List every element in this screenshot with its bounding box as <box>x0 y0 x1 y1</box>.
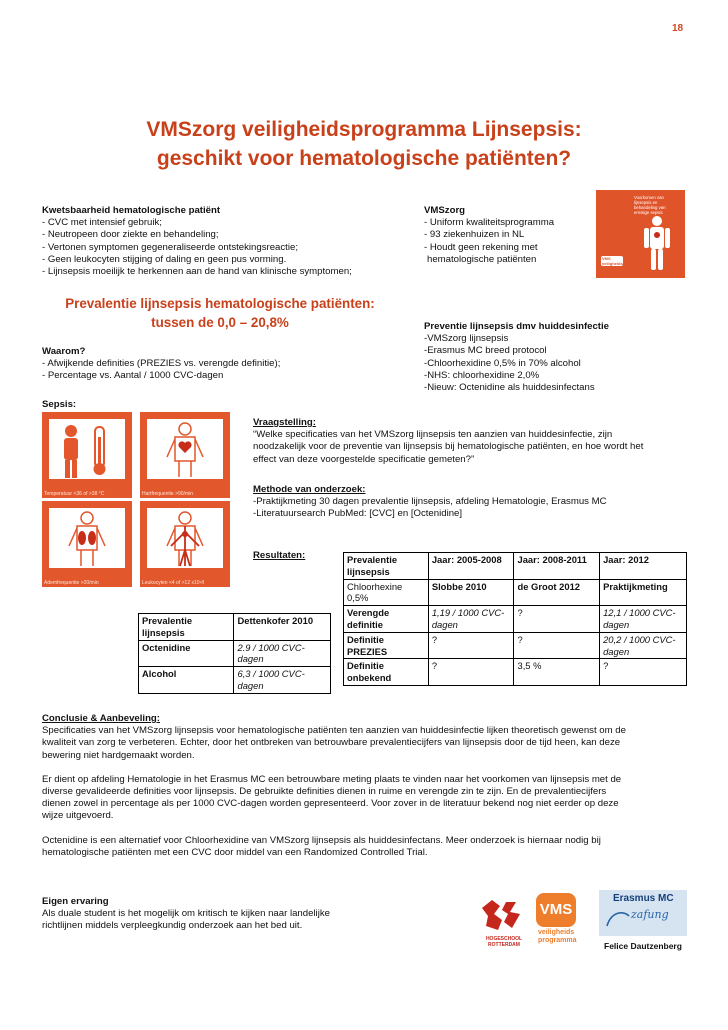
results-table <box>343 552 687 686</box>
list-item: - CVC met intensief gebruik; <box>42 217 162 229</box>
table-row <box>139 614 331 641</box>
thermometer-icon <box>49 419 125 479</box>
table-cell: Dettenkofer 2010 <box>234 614 331 641</box>
title-line-2: geschikt voor hematologische patiënten? <box>156 147 572 170</box>
vraagstelling-section <box>253 417 643 466</box>
vraagstelling-heading: Vraagstelling: <box>253 417 316 428</box>
table-cell: ? <box>514 632 600 659</box>
table-cell: Definitie PREZIES <box>344 632 429 659</box>
table-cell: Prevalentie lijnsepsis <box>139 614 234 641</box>
table-cell: de Groot 2012 <box>514 579 600 606</box>
book-title: Voorkomen van lijnsepsis en behandeling van ernstige sepsis <box>634 195 666 215</box>
text-line: Er dient op afdeling Hematologie in het Erasmus MC een betrouwbare meting plaats te vinden naar het voorkomen van lijnsepsis met de <box>42 773 622 785</box>
list-item: -NHS: chloorhexidine 2,0% <box>424 369 540 381</box>
list-item: - Houdt geen rekening met <box>424 241 538 253</box>
erasmus-mc-logo <box>599 890 687 936</box>
vms-logo <box>536 893 594 951</box>
dettenkofer-table <box>138 613 331 694</box>
vmszorg-heading: VMSzorg <box>424 205 466 216</box>
table-cell: Alcohol <box>139 667 234 694</box>
table-row <box>344 632 687 659</box>
text-line: effect van deze voorgestelde specificatie gemeten?” <box>253 453 475 465</box>
list-item: hematologische patiënten <box>427 253 537 265</box>
sepsis-heading: Sepsis: <box>42 399 77 410</box>
figure-caption: Leukocyten <4 of >12 x10⁹/l <box>142 580 205 586</box>
hogeschool-rotterdam-logo <box>478 896 530 950</box>
list-item: -VMSzorg lijnsepsis <box>424 333 509 345</box>
text-line: -Literatuursearch PubMed: [CVC] en [Octenidine] <box>253 508 463 520</box>
vmszorg-section <box>424 205 554 266</box>
kwetsbaarheid-section <box>42 205 352 278</box>
body-figure-icon <box>640 214 674 272</box>
table-cell: 12,1 / 1000 CVC-dagen <box>600 606 687 633</box>
prevalentie-headline <box>40 294 400 332</box>
table-row <box>344 553 687 580</box>
table-cell: 20,2 / 1000 CVC-dagen <box>600 632 687 659</box>
waarom-heading: Waarom? <box>42 346 86 357</box>
methode-heading: Methode van onderzoek: <box>253 484 366 495</box>
table-row <box>139 667 331 694</box>
hogeschool-line-2: ROTTERDAM <box>488 942 520 949</box>
sepsis-figure-heart <box>140 412 230 498</box>
table-cell: 3,5 % <box>514 659 600 686</box>
list-item: - Afwijkende definities (PREZIES vs. verengde definitie); <box>42 358 281 370</box>
erasmus-logo-text: Erasmus MC <box>613 893 674 904</box>
text-line: Als duale student is het mogelijk om kritisch te kijken naar landelijke <box>42 908 330 920</box>
table-cell: 2.9 / 1000 CVC-dagen <box>234 640 331 667</box>
figure-caption: Temperatuur <36 of >38 °C <box>44 491 105 497</box>
table-cell: Chloorhexine 0,5% <box>344 579 429 606</box>
paragraph <box>42 774 692 823</box>
page-number: 18 <box>672 23 684 34</box>
list-item: - Lijnsepsis moeilijk te herkennen aan de hand van klinische symptomen; <box>42 266 352 278</box>
table-cell: 1,19 / 1000 CVC-dagen <box>428 606 514 633</box>
paragraph <box>42 725 692 762</box>
conclusie-heading: Conclusie & Aanbeveling: <box>42 713 160 724</box>
table-cell: Octenidine <box>139 640 234 667</box>
vms-book-cover <box>596 190 685 278</box>
hogeschool-logo-icon <box>478 896 530 932</box>
text-line: kwaliteit van zorg te verbeteren. Echter, door het ontbreken van betrouwbare prevalentiecijfers van lijnsepsis door de tijd heen, kan deze <box>42 737 621 749</box>
text-line: diverse gevalideerde definities voor lijnsepsis. De gebruikte definities dienen in ruime en verengde zin te zijn. En de prevalentiecijfers <box>42 786 607 798</box>
text-line: Octenidine is een alternatief voor Chloorhexidine van VMSzorg lijnsepsis als huiddesinfectans. Meer onderzoek is hiernaar nodig bij <box>42 834 601 846</box>
table-row <box>344 606 687 633</box>
vms-logo-mark: VMS <box>536 893 576 927</box>
table-cell: Praktijkmeting <box>600 579 687 606</box>
preventie-heading: Preventie lijnsepsis dmv huiddesinfectie <box>424 321 610 332</box>
table-cell: Definitie onbekend <box>344 659 429 686</box>
list-item: - Geen leukocyten stijging of daling en geen pus vorming. <box>42 253 287 265</box>
text-line: Specificaties van het VMSzorg lijnsepsis voor hematologische patiënten ten aanzien van huiddesinfectie lijken theoretisch gewenst om de <box>42 725 626 737</box>
sepsis-figure-blood <box>140 501 230 587</box>
table-row <box>344 659 687 686</box>
prevalentie-line-2: tussen de 0,0 – 20,8% <box>151 315 289 330</box>
ervaring-heading: Eigen ervaring <box>42 896 109 907</box>
table-cell: Jaar: 2008-2011 <box>514 553 600 580</box>
list-item: - Uniform kwaliteitsprogramma <box>424 217 555 229</box>
figure-caption: Hartfrequentie >90/min <box>142 491 194 497</box>
text-line: hematologische patiënten met een CVC door middel van een Randomized Controlled Trial. <box>42 846 428 858</box>
table-cell: Jaar: 2005-2008 <box>428 553 514 580</box>
resultaten-label: Resultaten: <box>253 550 306 561</box>
list-item: - 93 ziekenhuizen in NL <box>424 229 525 241</box>
table-cell: ? <box>428 659 514 686</box>
table-cell: ? <box>600 659 687 686</box>
lungs-icon <box>49 508 125 568</box>
table-cell: Slobbe 2010 <box>428 579 514 606</box>
table-row <box>344 579 687 606</box>
erasmus-logo-script: zafung <box>631 908 669 921</box>
vms-logo-sub-1: veiligheids <box>538 929 575 936</box>
kwetsbaarheid-heading: Kwetsbaarheid hematologische patiënt <box>42 205 221 216</box>
book-logo: VMS veiligheidsprogramma <box>602 256 645 266</box>
preventie-section <box>424 321 609 394</box>
title-line-1: VMSzorg veiligheidsprogramma Lijnsepsis: <box>146 118 582 141</box>
list-item: -Nieuw: Octenidine als huiddesinfectans <box>424 382 595 394</box>
table-cell: ? <box>428 632 514 659</box>
author-name: Felice Dautzenberg <box>604 941 682 951</box>
table-cell: Jaar: 2012 <box>600 553 687 580</box>
list-item: - Vertonen symptomen gegeneraliseerde ontstekingsreactie; <box>42 241 298 253</box>
ervaring-section <box>42 896 330 933</box>
figure-caption: Ademfrequentie >20/min <box>44 580 99 586</box>
paragraph <box>42 835 692 859</box>
waarom-section <box>42 346 280 383</box>
text-line: -Praktijkmeting 30 dagen prevalentie lijnsepsis, afdeling Hematologie, Erasmus MC <box>253 496 607 508</box>
blood-vessels-icon <box>147 508 223 568</box>
text-line: bewering niet hardgemaakt worden. <box>42 749 195 761</box>
table-cell: Prevalentie lijnsepsis <box>344 553 429 580</box>
sepsis-figure-lungs <box>42 501 132 587</box>
sepsis-figure-temperature <box>42 412 132 498</box>
heart-icon <box>147 419 223 479</box>
text-line: richtlijnen middels verpleegkundig onderzoek aan het bed uit. <box>42 920 303 932</box>
table-cell: Verengde definitie <box>344 606 429 633</box>
list-item: -Chloorhexidine 0,5% in 70% alcohol <box>424 357 581 369</box>
page-title <box>0 115 728 173</box>
methode-section <box>253 484 607 521</box>
table-cell: ? <box>514 606 600 633</box>
hogeschool-line-1: HOGESCHOOL <box>485 936 523 943</box>
text-line: “Welke specificaties van het VMSzorg lijnsepsis ten aanzien van huiddesinfectie, zijn <box>253 429 613 441</box>
erasmus-swirl-icon <box>605 908 631 930</box>
vms-logo-sub-2: programma <box>538 937 577 944</box>
prevalentie-line-1: Prevalentie lijnsepsis hematologische patiënten: <box>65 296 375 311</box>
table-cell: 6,3 / 1000 CVC-dagen <box>234 667 331 694</box>
conclusie-section <box>42 713 692 871</box>
list-item: -Erasmus MC breed protocol <box>424 345 547 357</box>
list-item: - Percentage vs. Aantal / 1000 CVC-dagen <box>42 370 224 382</box>
text-line: noodzakelijk voor de preventie van lijnsepsis bij hematologische patiënten, en hoe wordt het <box>253 441 644 453</box>
list-item: - Neutropeen door ziekte en behandeling; <box>42 229 219 241</box>
text-line: wijze uitgevoerd. <box>42 810 114 822</box>
table-row <box>139 640 331 667</box>
text-line: dienen zowel in percentage als per 1000 CVC-dagen worden gepresenteerd. Voor zover in de literatuur bekend nog niet eerder op deze <box>42 798 619 810</box>
